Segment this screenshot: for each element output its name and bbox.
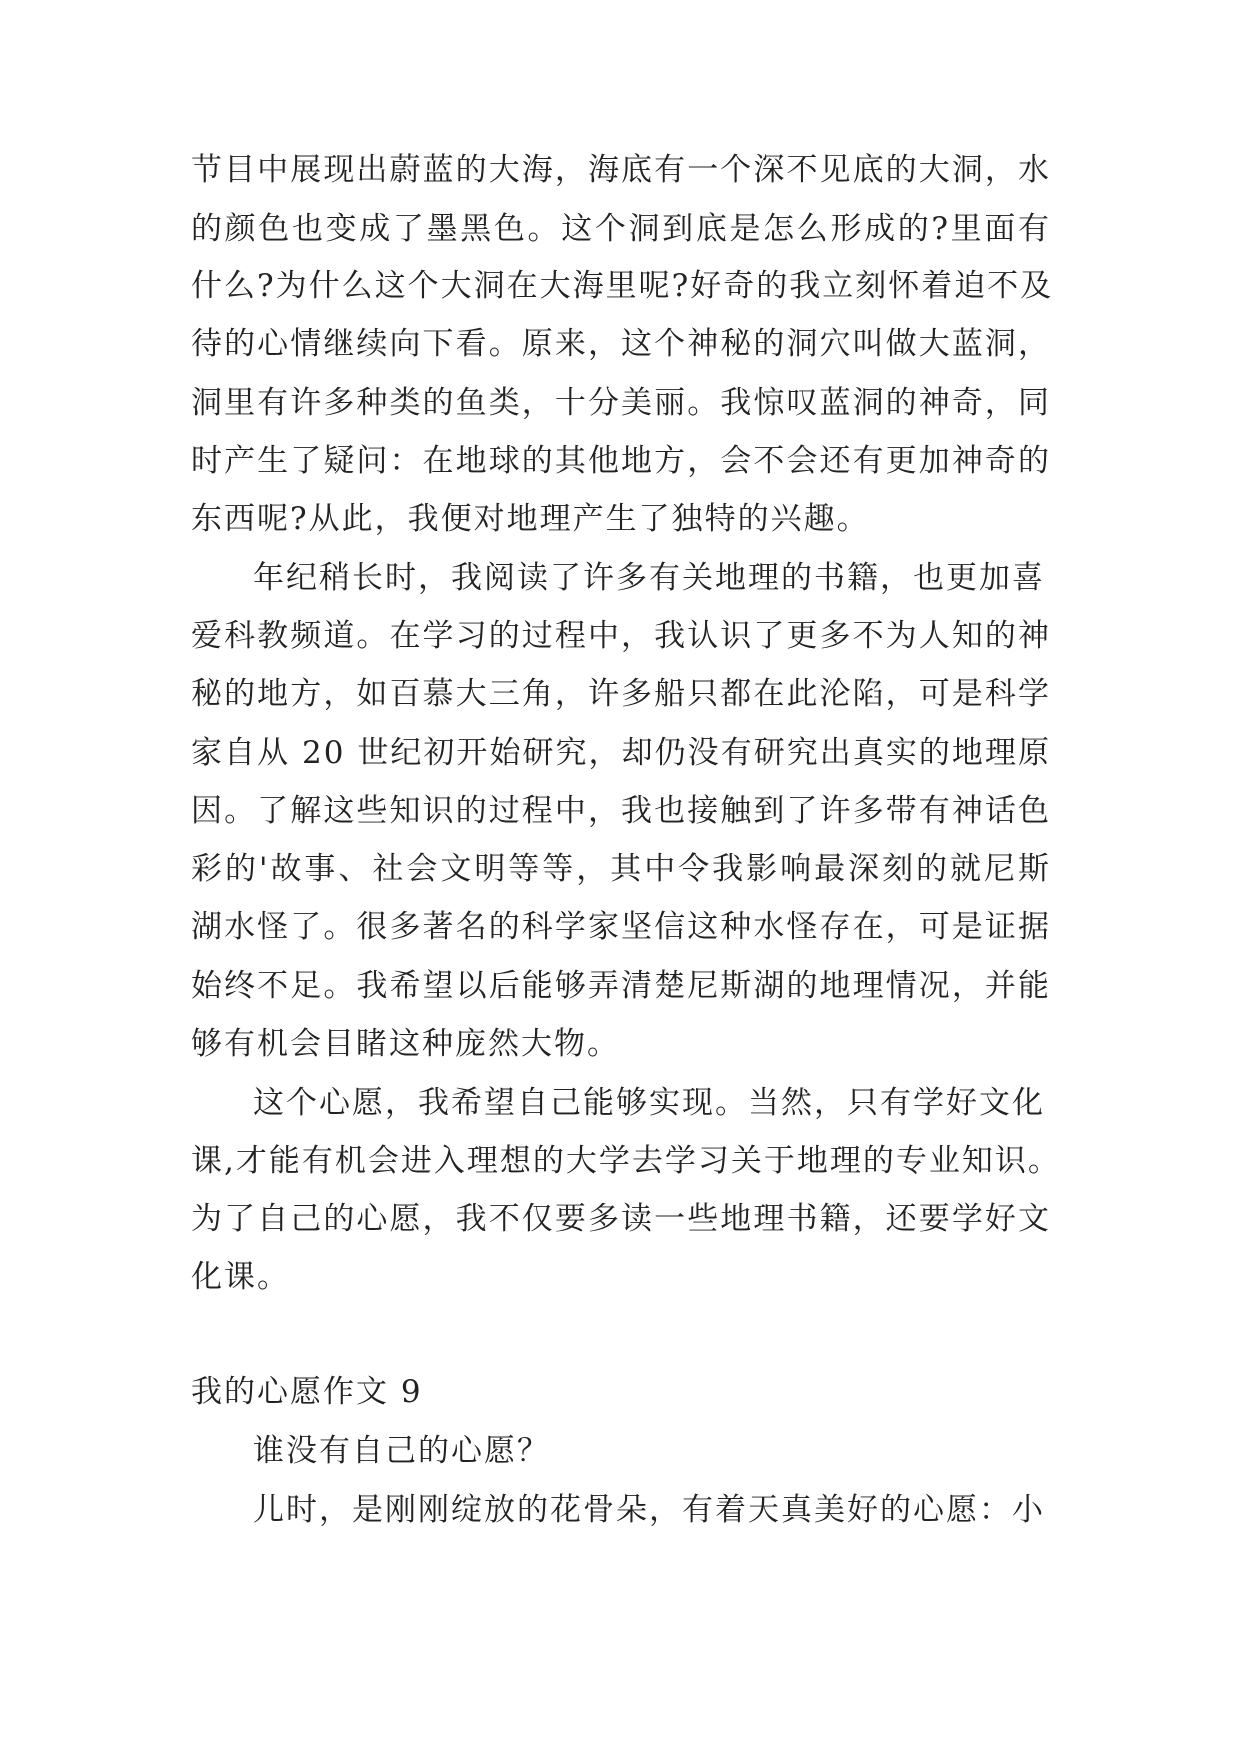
paragraph-2-line-7: 湖水怪了。很多著名的科学家坚信这种水怪存在，可是证据 <box>191 909 1051 945</box>
paragraph-3-line-1: 这个心愿，我希望自己能够实现。当然，只有学好文化 <box>253 1085 1045 1121</box>
paragraph-4-line-1: 谁没有自己的心愿？ <box>253 1433 550 1469</box>
paragraph-2-line-9: 够有机会目睹这种庞然大物。 <box>191 1026 620 1062</box>
paragraph-5-line-1: 儿时，是刚刚绽放的花骨朵，有着天真美好的心愿：小 <box>253 1492 1045 1528</box>
paragraph-1-line-2: 的颜色也变成了墨黑色。这个洞到底是怎么形成的?里面有 <box>191 211 1051 247</box>
paragraph-2-line-4: 家自从 20 世纪初开始研究，却仍没有研究出真实的地理原 <box>191 735 1051 771</box>
paragraph-2-line-2: 爱科教频道。在学习的过程中，我认识了更多不为人知的神 <box>191 618 1051 654</box>
paragraph-2-line-6: 彩的'故事、社会文明等等，其中令我影响最深刻的就尼斯 <box>191 851 1051 887</box>
paragraph-1-line-3: 什么?为什么这个大洞在大海里呢?好奇的我立刻怀着迫不及 <box>191 268 1054 304</box>
paragraph-2-line-1: 年纪稍长时，我阅读了许多有关地理的书籍，也更加喜 <box>253 560 1045 596</box>
paragraph-3-line-2: 课,才能有机会进入理想的大学去学习关于地理的专业知识。 <box>191 1143 1061 1179</box>
paragraph-3-line-3: 为了自己的心愿，我不仅要多读一些地理书籍，还要学好文 <box>191 1201 1051 1237</box>
paragraph-1-line-6: 时产生了疑问：在地球的其他地方，会不会还有更加神奇的 <box>191 443 1051 479</box>
paragraph-1-line-4: 待的心情继续向下看。原来，这个神秘的洞穴叫做大蓝洞， <box>191 326 1051 362</box>
paragraph-2-line-3: 秘的地方，如百慕大三角，许多船只都在此沦陷，可是科学 <box>191 676 1051 712</box>
paragraph-3-line-4: 化课。 <box>191 1259 290 1295</box>
paragraph-1-line-5: 洞里有许多种类的鱼类，十分美丽。我惊叹蓝洞的神奇，同 <box>191 385 1051 421</box>
essay-title: 我的心愿作文 9 <box>191 1374 423 1410</box>
paragraph-2-line-8: 始终不足。我希望以后能够弄清楚尼斯湖的地理情况，并能 <box>191 968 1051 1004</box>
paragraph-1-line-1: 节目中展现出蔚蓝的大海，海底有一个深不见底的大洞，水 <box>191 152 1051 188</box>
paragraph-1-line-7: 东西呢?从此，我便对地理产生了独特的兴趣。 <box>191 501 870 537</box>
paragraph-2-line-5: 因。了解这些知识的过程中，我也接触到了许多带有神话色 <box>191 793 1051 829</box>
